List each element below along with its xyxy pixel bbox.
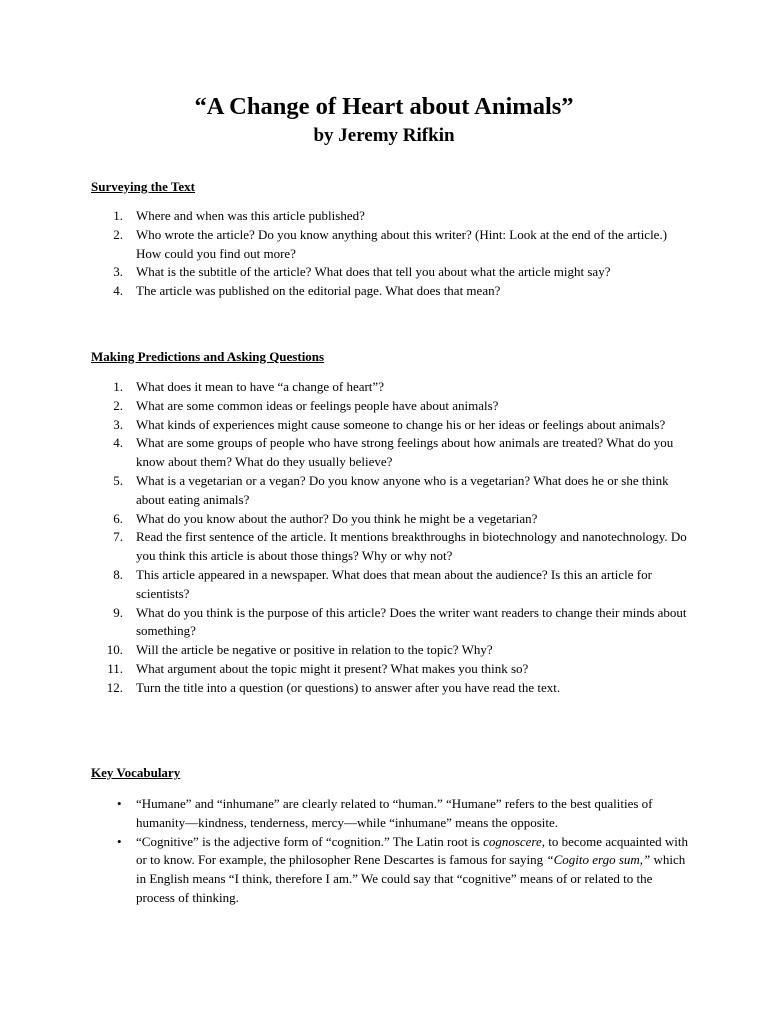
list-item-number: 1. (113, 208, 123, 223)
list-item-text: What do you think is the purpose of this article? Does the writer want readers to change their minds about something? (136, 604, 687, 639)
list-item (91, 397, 691, 416)
list-item-number: 3. (113, 416, 123, 432)
list-item-number: 2. (113, 397, 123, 413)
list-item-text: Read the first sentence of the article. It mentions breakthroughs in biotechnology and nanotechnology. Do you think this article is about those things? Why or why not? (136, 529, 687, 564)
list-item-number: 9. (113, 604, 123, 620)
vocabulary-list (91, 795, 691, 908)
surveying-list (91, 207, 691, 301)
list-item (91, 263, 691, 282)
list-item-text: What does it mean to have “a change of heart”? (136, 379, 384, 394)
list-item-number: 6. (113, 510, 123, 526)
section-heading-surveying: Surveying the Text (91, 179, 196, 194)
list-item-text-part: to become acquainted with or to know. For example, the philosopher Rene Descartes is famous for saying (136, 833, 688, 868)
list-item-number: 3. (113, 264, 123, 280)
list-item (91, 566, 691, 604)
list-item (91, 207, 691, 226)
list-item-number: 11. (107, 660, 123, 676)
list-item (91, 434, 691, 472)
list-item (91, 226, 691, 264)
document-byline: by Jeremy Rifkin (313, 125, 455, 146)
list-item (91, 528, 691, 566)
list-item-text: The article was published on the editorial page. What does that mean? (136, 283, 501, 299)
list-item (91, 660, 691, 679)
list-item-number: 8. (113, 566, 123, 582)
list-item-number: 10. (106, 642, 123, 658)
list-item-text: “Humane” and “inhumane” are clearly related to “human.” “Humane” refers to the best qualities of humanity—kindness, tenderness, mercy—while “inhumane” means the opposite. (136, 796, 653, 830)
list-item-text: Where and when was this article published? (136, 208, 365, 223)
list-item-number: 5. (113, 472, 123, 488)
section-heading-predictions: Making Predictions and Asking Questions (91, 349, 325, 364)
list-item-text: Turn the title into a question (or questions) to answer after you have read the text. (136, 679, 561, 695)
latin-quote: “Cogito ergo sum,” (546, 852, 651, 868)
list-item (91, 795, 691, 833)
list-item-text: What kinds of experiences might cause someone to change his or her ideas or feelings about animals? (136, 416, 666, 432)
list-item (91, 416, 691, 435)
list-item (91, 833, 691, 908)
list-item-text: What are some groups of people who have strong feelings about how animals are treated? What do you know about them? What do they usually believe? (136, 435, 674, 470)
list-item-text-part: which in English means “I think, therefore I am.” We could say that “cognitive” means of or related to the process of thinking. (136, 852, 686, 905)
list-item-text: What is the subtitle of the article? What does that tell you about what the article might say? (136, 264, 611, 280)
list-item (91, 282, 691, 301)
list-item-text: Will the article be negative or positive in relation to the topic? Why? (136, 642, 493, 658)
list-item (91, 378, 691, 397)
list-item-text: What is a vegetarian or a vegan? Do you know anyone who is a vegetarian? What does he or she think about eating animals? (136, 472, 669, 507)
list-item-text: What do you know about the author? Do you think he might be a vegetarian? (136, 510, 538, 526)
list-item-text: What are some common ideas or feelings people have about animals? (136, 397, 499, 413)
list-item-number: 1. (113, 379, 123, 394)
list-item (91, 604, 691, 642)
latin-root-term: cognoscere, (483, 833, 546, 849)
list-item-number: 7. (113, 529, 123, 545)
bullet-icon: • (117, 833, 122, 849)
list-item-text: Who wrote the article? Do you know anything about this writer? (Hint: Look at the end of the article.) How could you find out more? (136, 226, 668, 261)
list-item (91, 679, 691, 698)
list-item (91, 641, 691, 660)
list-item-number: 4. (113, 435, 123, 451)
list-item-number: 12. (106, 679, 123, 695)
section-heading-vocabulary: Key Vocabulary (91, 765, 181, 780)
list-item (91, 472, 691, 510)
predictions-list (91, 378, 691, 698)
document-title: “A Change of Heart about Animals” (194, 93, 574, 120)
list-item-number: 2. (113, 226, 123, 242)
list-item-text-part: “Cognitive” is the adjective form of “cognition.” The Latin root is (136, 833, 484, 849)
list-item-number: 4. (113, 283, 123, 299)
list-item-text: What argument about the topic might it present? What makes you think so? (136, 660, 529, 676)
list-item (91, 510, 691, 529)
bullet-icon: • (117, 796, 122, 811)
list-item-text: This article appeared in a newspaper. What does that mean about the audience? Is this an article for scientists? (136, 566, 652, 601)
